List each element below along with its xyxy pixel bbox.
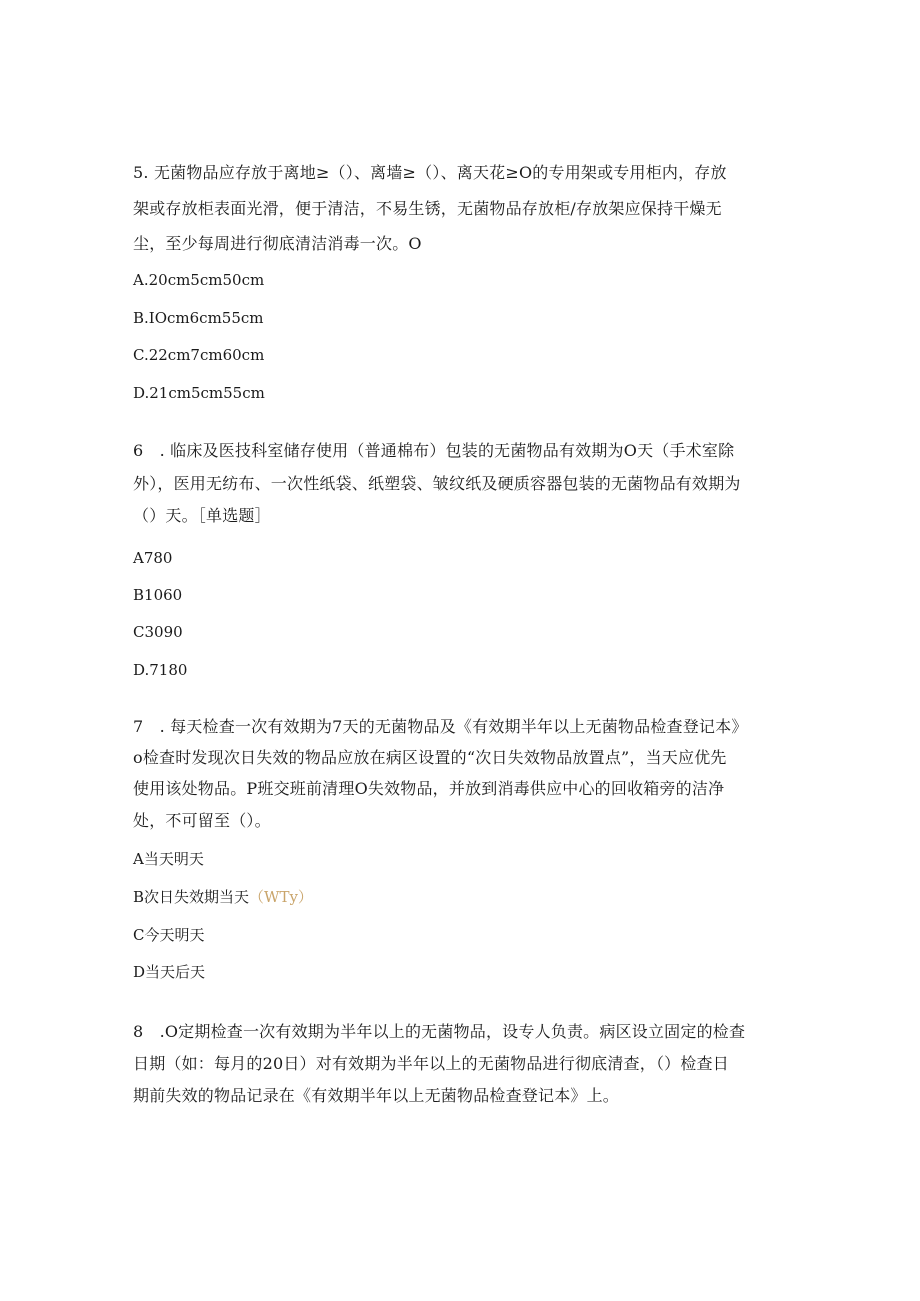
question-8-line-2: 日期（如：每月的20日）对有效期为半年以上的无菌物品进行彻底清查，（）检查日	[133, 1054, 729, 1073]
question-7-option-b-text: B次日失效期当天	[133, 888, 250, 906]
question-7-line-2: o检查时发现次日失效的物品应放在病区设置的“次日失效物品放置点”，当天应优先	[133, 748, 727, 767]
question-7-option-c: C今天明天	[133, 926, 205, 944]
question-5-option-b: B.IOcm6cm55cm	[133, 309, 264, 327]
question-6-line-1: 6 . 临床及医技科室储存使用（普通棉布）包装的无菌物品有效期为O天（手术室除	[133, 441, 735, 460]
question-6-line-2: 外），医用无纺布、一次性纸袋、纸塑袋、皱纹纸及硬质容器包装的无菌物品有效期为	[133, 474, 741, 493]
question-8-line-1: 8 .O定期检查一次有效期为半年以上的无菌物品，设专人负责。病区设立固定的检查	[133, 1022, 746, 1041]
question-8-line-3: 期前失效的物品记录在《有效期半年以上无菌物品检查登记本》上。	[133, 1086, 620, 1105]
question-7-option-a: A当天明天	[133, 850, 204, 868]
question-5-option-d: D.21cm5cm55cm	[133, 384, 265, 402]
answer-mark: （WTy）	[249, 888, 313, 906]
question-6-option-a: A780	[133, 549, 173, 567]
question-7-option-b	[133, 887, 313, 907]
question-5-option-c: C.22cm7cm60cm	[133, 346, 265, 364]
question-5-option-a: A.20cm5cm50cm	[133, 271, 265, 289]
question-6-option-b: B1060	[133, 586, 183, 604]
question-7-line-4: 处，不可留至（）。	[133, 811, 271, 830]
question-6-option-d: D.7180	[133, 661, 188, 679]
question-7-line-1: 7 . 每天检查一次有效期为7天的无菌物品及《有效期半年以上无菌物品检查登记本》	[133, 717, 748, 736]
question-7-line-3: 使用该处物品。P班交班前清理O失效物品，并放到消毒供应中心的回收箱旁的洁净	[133, 779, 725, 798]
question-5-line-1: 5. 无菌物品应存放于离地≥（）、离墙≥（）、离天花≥O的专用架或专用柜内，存放	[133, 163, 727, 182]
question-6-line-3: （）天。［单选题］	[133, 506, 271, 525]
question-6-option-c: C3090	[133, 623, 183, 641]
question-5-line-2: 架或存放柜表面光滑，便于清洁，不易生锈，无菌物品存放柜/存放架应保持干燥无	[133, 199, 722, 218]
question-7-option-d: D当天后天	[133, 963, 206, 981]
question-5-line-3: 尘，至少每周进行彻底清洁消毒一次。O	[133, 234, 422, 253]
